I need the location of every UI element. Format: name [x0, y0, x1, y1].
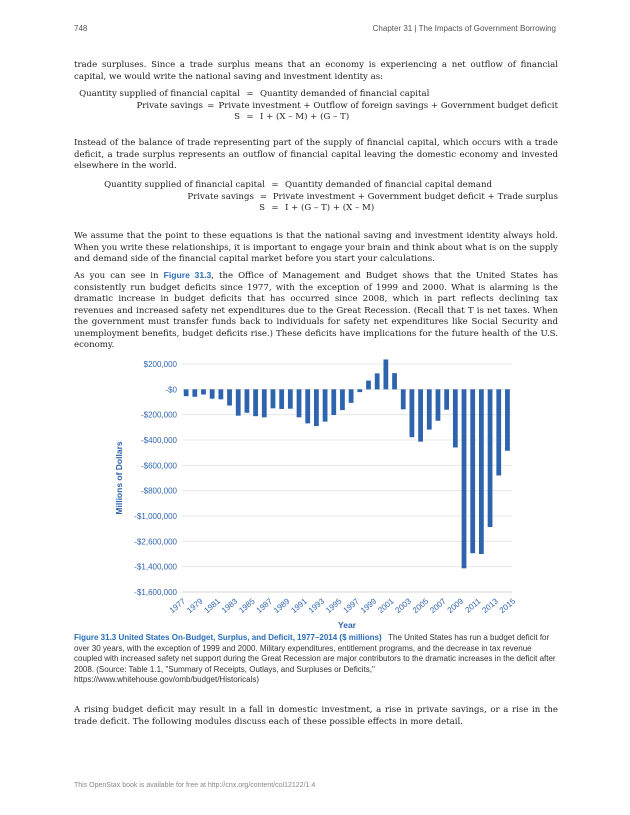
x-tick-label: 2009 — [445, 596, 466, 615]
x-tick-label: 1991 — [289, 596, 309, 615]
x-tick-label: 2001 — [376, 596, 396, 615]
bar — [470, 389, 475, 553]
caption-title: Figure 31.3 United States On-Budget, Surplus, and Deficit, 1977–2014 ($ millions) — [74, 633, 382, 642]
bar — [453, 389, 458, 447]
x-tick-label: 2007 — [428, 596, 448, 615]
bar — [401, 389, 406, 409]
equation-row: S = I + (X – M) + (G – T) — [234, 112, 350, 122]
bar — [297, 389, 302, 417]
bar — [192, 389, 197, 396]
x-tick-label: 1989 — [271, 596, 292, 615]
x-tick-label: 1999 — [358, 596, 379, 615]
y-tick-label: -$1,600,000 — [134, 588, 177, 597]
y-axis-title: Millions of Dollars — [114, 441, 124, 515]
y-tick-label: -$2,600,000 — [134, 537, 177, 547]
bar — [323, 389, 328, 421]
equation-block-2 — [74, 180, 558, 215]
bar — [184, 389, 189, 396]
equation-row: Private savings = Private investment + Government budget deficit + Trade surplus — [187, 191, 558, 202]
bar — [410, 389, 415, 437]
x-tick-label: 2013 — [480, 596, 500, 615]
figure-link[interactable]: Figure 31.3 — [163, 270, 212, 280]
bar — [418, 389, 423, 441]
y-tick-label: -$200,000 — [140, 410, 177, 420]
bar — [253, 389, 258, 416]
x-tick-label: 1993 — [306, 596, 327, 615]
x-tick-label: 1995 — [324, 596, 344, 615]
y-tick-label: $200,000 — [143, 360, 177, 369]
bar — [331, 389, 336, 415]
caption-text: The United States has run a budget deficit for over 30 years, with the exception of 1999 and 2000. Military expenditures, entitlement programs, and the decrease in tax revenue coupled with increased safety net support during the Great Recession are major contributors to the dramatic increases in the deficit after 2008. (Source: Table 1.1, "Summary of Receipts, Outlays, and Surpluses or Deficits," https://www.whitehouse.gov/omb/budget/Historicals) — [74, 633, 556, 684]
footer-note: This OpenStax book is available for free at http://cnx.org/content/col12122/1.4 — [74, 782, 316, 789]
equation-row: Private savings = Private investment + Outflow of foreign savings + Government budget deficit — [136, 100, 558, 111]
paragraph-5: A rising budget deficit may result in a fall in domestic investment, a rise in private savings, or a rise in the trade deficit. The following modules discuss each of these possible effects in more detail. — [74, 705, 558, 727]
x-tick-label: 1997 — [341, 596, 361, 615]
bar — [340, 389, 345, 410]
bar — [288, 389, 293, 408]
bar — [392, 373, 397, 389]
bar — [427, 389, 432, 429]
bar — [305, 389, 310, 423]
bar — [375, 373, 380, 389]
paragraph-4: As you can see in Figure 31.3, the Office of Management and Budget shows that the United States has consistently run budget deficits since 1977, with the exception of 1999 and 2000. What is alarming is the dramatic increase in budget deficits that has occurred since 2008, which in part reflects declining tax revenues and increased safety net expenditures due to the Great Recession. (Recall that T is net taxes. When the government must transfer funds back to individuals for safety net expenditures like Social Security and unemployment benefits, budget deficits rise.) These deficits have implications for the future health of the U.S. economy. — [74, 270, 558, 350]
bar — [436, 389, 441, 420]
bar — [366, 381, 371, 390]
x-tick-label: 1987 — [254, 596, 275, 615]
x-tick-label: 2005 — [410, 596, 431, 615]
bar — [462, 389, 467, 568]
x-tick-label: 1985 — [237, 596, 257, 615]
x-tick-label: 1981 — [202, 596, 222, 615]
bar — [505, 389, 510, 450]
bar — [279, 389, 284, 409]
x-tick-label: 1977 — [167, 596, 188, 615]
figure-caption — [74, 633, 558, 686]
x-tick-label: 2011 — [463, 596, 483, 615]
y-tick-label: -$1,400,000 — [134, 562, 177, 572]
bar — [262, 389, 267, 417]
y-tick-label: -$0 — [165, 385, 177, 395]
bar — [245, 389, 250, 412]
page-number: 748 — [74, 24, 88, 33]
bar — [357, 389, 362, 392]
equation-row: Quantity supplied of financial capital = Quantity demanded of financial capital demand — [104, 180, 493, 190]
bar — [496, 389, 501, 475]
bar — [227, 389, 232, 405]
y-tick-label: -$400,000 — [140, 436, 177, 445]
bar — [271, 389, 276, 408]
bar — [488, 389, 493, 527]
paragraph-2: Instead of the balance of trade representing part of the supply of financial capital, which occurs with a trade deficit, a trade surplus represents an outflow of financial capital leaving the domestic economy and invested elsewhere in the world. — [74, 138, 558, 171]
paragraph-3: We assume that the point to these equations is that the national saving and investment identity always hold. When you write these relationships, it is important to engage your brain and think about what is on the supply and demand side of the financial capital market before you start your calculations. — [74, 231, 558, 264]
equation-block-1 — [74, 89, 558, 124]
bar — [236, 389, 241, 415]
paragraph-1: trade surpluses. Since a trade surplus means that an economy is experiencing a net outflow of financial capital, we would write the national saving and investment identity as: — [74, 60, 558, 82]
x-tick-label: 2003 — [393, 596, 413, 615]
x-axis-title: Year — [338, 620, 356, 630]
bar — [444, 389, 449, 409]
equation-row: Quantity supplied of financial capital = Quantity demanded of financial capital — [79, 89, 430, 99]
bar — [218, 389, 223, 399]
y-tick-label: -$1,000,000 — [134, 512, 177, 521]
bar — [479, 389, 484, 554]
budget-deficit-chart — [100, 352, 530, 634]
bar — [210, 389, 215, 398]
y-tick-label: -$600,000 — [140, 461, 177, 471]
equation-row: S = I + (G – T) + (X – M) — [259, 203, 375, 213]
bar — [349, 389, 354, 403]
x-tick-label: 1983 — [219, 596, 240, 615]
x-tick-label: 1979 — [185, 596, 205, 615]
bar — [314, 389, 319, 426]
chapter-title: Chapter 31 | The Impacts of Government Borrowing — [372, 24, 556, 33]
bar — [201, 389, 206, 394]
bar — [383, 359, 388, 389]
y-tick-label: -$800,000 — [140, 486, 177, 496]
x-tick-label: 2015 — [497, 596, 518, 615]
